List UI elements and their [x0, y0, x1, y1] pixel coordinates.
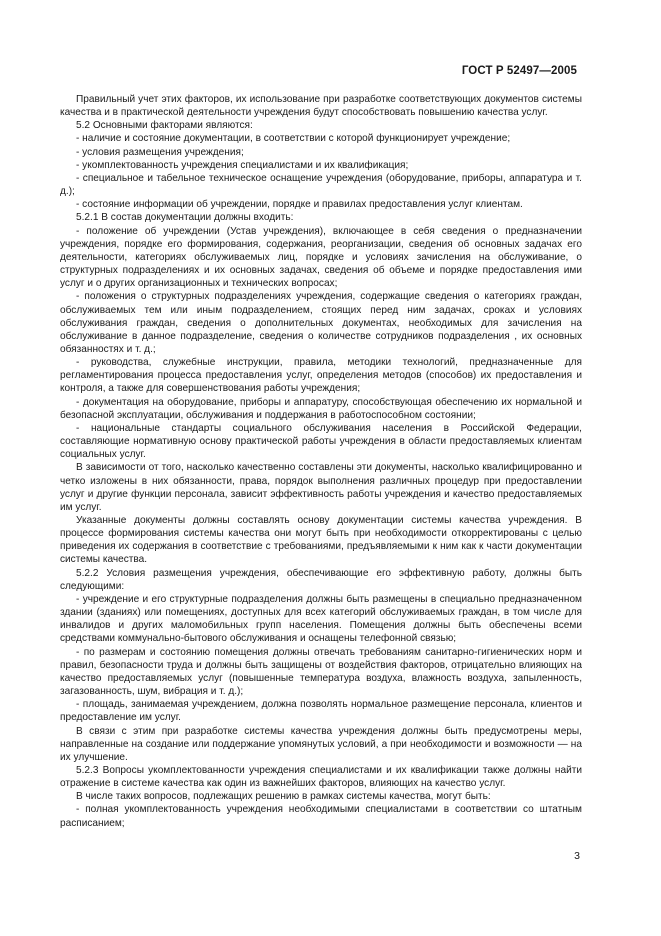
paragraph: - укомплектованность учреждения специалистами и их квалификация; [76, 159, 409, 171]
body-text [60, 93, 582, 830]
paragraph: - состояние информации об учреждении, порядке и правилах предоставления услуг клиентам. [76, 199, 523, 211]
paragraph: - положение об учреждении (Устав учреждения), включающее в себя сведения о предназначении учреждения, порядке его формирования, содержания, реорганизации, сведения об основных задачах его деятельности, категориях обслуживаемых лиц, порядке и условиях зачисления на обслуживание, о структурных подразделениях и их основных задачах, сведения об объеме и порядке предоставления ими услуг и о других организационных и технических вопросах; [60, 225, 582, 290]
paragraph: В числе таких вопросов, подлежащих решению в рамках системы качества, могут быть: [76, 791, 491, 803]
paragraph: - руководства, служебные инструкции, правила, методики технологий, предназначенные для регламентирования процесса предоставления услуг, определения методов (способов) их предоставления и контроля, а также для совершенствования работы учреждения; [60, 357, 582, 395]
page-number: 3 [574, 850, 580, 862]
paragraph: 5.2.1 В состав документации должны входить: [76, 212, 294, 224]
paragraph: Указанные документы должны составлять основу документации системы качества учреждения. В процессе формирования системы качества они могут быть при необходимости откорректированы с целью приведения их содержания в соответствие с требованиями, предъявляемыми к ним как к части документации системы качества. [60, 515, 582, 566]
paragraph: В зависимости от того, насколько качественно составлены эти документы, насколько квалифицированно и четко изложены в них обязанности, права, порядок выполнения различных процедур при предоставлении услуг и другие функции персонала, зависит эффективность работы учреждения и качество предоставляемых им услуг. [60, 462, 582, 513]
paragraph: - по размерам и состоянию помещения должны отвечать требованиям санитарно-гигиенических норм и правил, безопасности труда и должны быть защищены от воздействия факторов, отрицательно влияющих на качество предоставляемых услуг (повышенные температура воздуха, влажность воздуха, запыленность, загазованность, шум, вибрация и т. д.); [60, 646, 582, 698]
paragraph: - национальные стандарты социального обслуживания населения в Российской Федерации, составляющие нормативную основу практической работы учреждения в области предоставляемых клиентам социальных услуг. [60, 422, 582, 461]
paragraph: 5.2 Основными факторами являются: [76, 120, 253, 132]
paragraph: - площадь, занимаемая учреждением, должна позволять нормальное размещение персонала, клиентов и предоставление им услуг. [60, 699, 582, 724]
paragraph: - положения о структурных подразделениях учреждения, содержащие сведения о категориях граждан, обслуживаемых тем или иным подразделением, стоящих перед ним задачах, сроках и условиях обслуживания граждан, сведения о дополнительных документах, необходимых для зачисления на обслуживание в данное подразделение, сведения о количестве сотрудников подразделения , их основных обязанностях и т. д.; [60, 291, 582, 355]
paragraph: - полная укомплектованность учреждения необходимыми специалистами в соответствии со штатным расписанием; [60, 804, 582, 829]
paragraph: 5.2.3 Вопросы укомплектованности учреждения специалистами и их квалификации также должны найти отражение в системе качества как один из важнейших факторов, влияющих на качество услуг. [60, 764, 582, 790]
standard-header: ГОСТ Р 52497—2005 [461, 65, 577, 77]
paragraph: - условия размещения учреждения; [76, 146, 244, 158]
paragraph: - специальное и табельное техническое оснащение учреждения (оборудование, приборы, аппаратура и т. д.); [60, 172, 582, 198]
paragraph: В связи с этим при разработке системы качества учреждения должны быть предусмотрены меры, направленные на создание или поддержание упомянутых условий, а при необходимости и возможности — на их улучшение. [60, 725, 582, 763]
paragraph: - наличие и состояние документации, в соответствии с которой функционирует учреждение; [76, 133, 511, 145]
paragraph: - учреждение и его структурные подразделения должны быть размещены в специально предназначенном здании (зданиях) или помещениях, доступных для всех категорий обслуживаемых граждан, в том числе для инвалидов и других маломобильных групп населения. Помещения должны быть обеспечены всеми средствами коммунально-бытового обслуживания и оснащены телефонной связью; [60, 593, 582, 645]
paragraph: 5.2.2 Условия размещения учреждения, обеспечивающие его эффективную работу, должны быть следующими: [60, 567, 582, 592]
paragraph: Правильный учет этих факторов, их использование при разработке соответствующих документов системы качества и в практической деятельности учреждения будут способствовать повышению качества услуг. [60, 94, 582, 119]
paragraph: - документация на оборудование, приборы и аппаратуру, способствующая обеспечению их нормальной и безопасной эксплуатации, обслуживания и поддержания в работоспособном состоянии; [60, 396, 582, 421]
